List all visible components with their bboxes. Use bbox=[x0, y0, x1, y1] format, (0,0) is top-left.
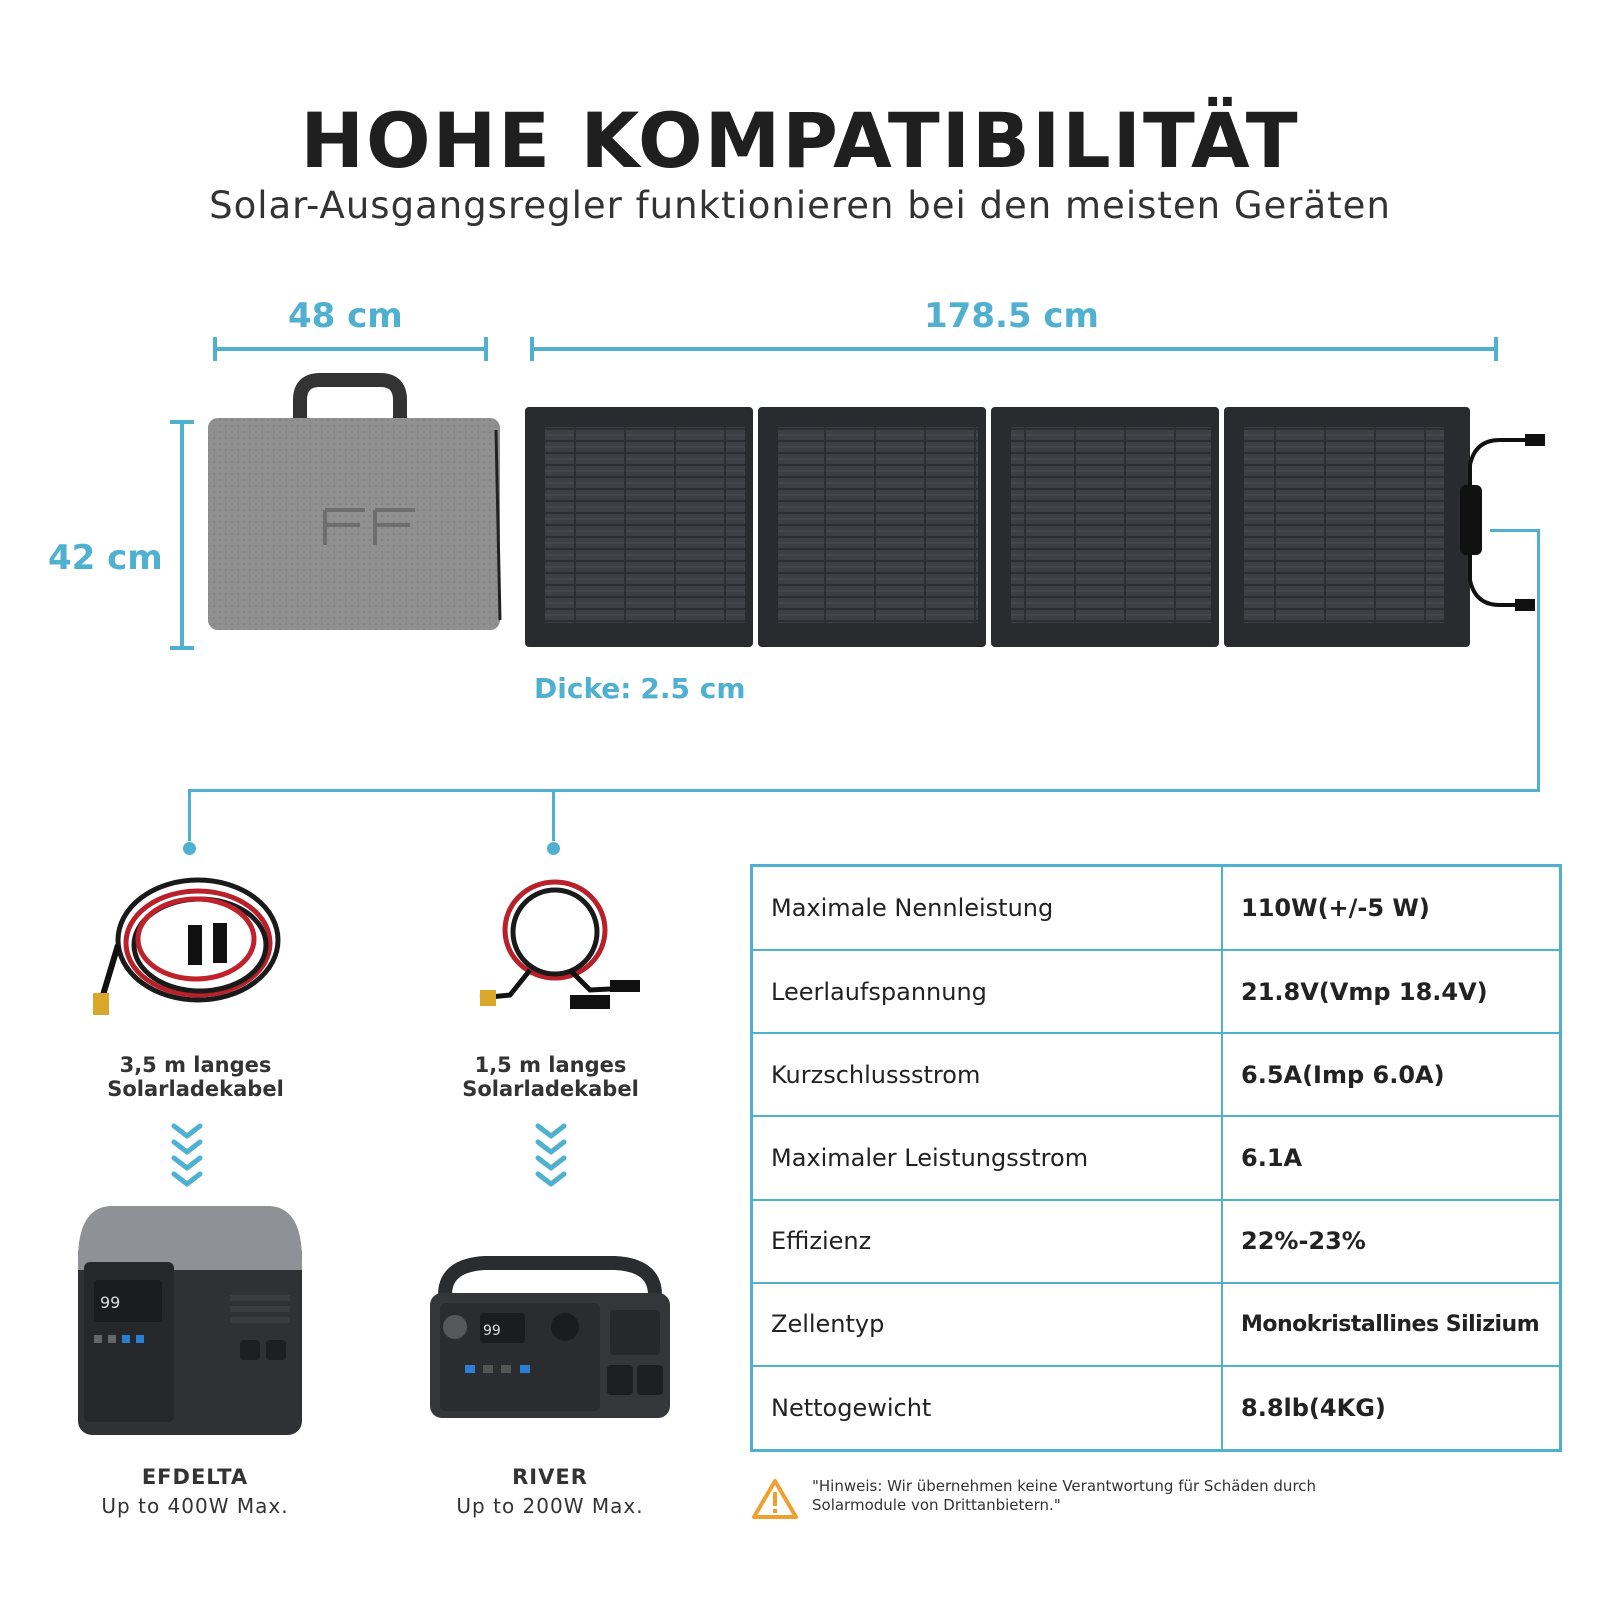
spec-key: Effizienz bbox=[752, 1200, 1223, 1283]
spec-key: Maximaler Leistungsstrom bbox=[752, 1116, 1223, 1199]
river-image bbox=[425, 1255, 675, 1430]
efdelta-subtitle: Up to 400W Max. bbox=[101, 1494, 289, 1518]
spec-key: Nettogewicht bbox=[752, 1366, 1223, 1451]
panel-width-tick-left bbox=[530, 337, 534, 361]
connector-line-h2 bbox=[188, 789, 1540, 792]
disclaimer-note: "Hinweis: Wir übernehmen keine Verantwortung für Schäden durch Solarmodule von Drittanbietern." bbox=[812, 1477, 1317, 1514]
svg-text:99: 99 bbox=[483, 1323, 501, 1339]
river-name: RIVER bbox=[512, 1465, 588, 1489]
connector-dot-2 bbox=[547, 842, 560, 855]
connector-line-v3 bbox=[552, 789, 555, 841]
connector-line-h1 bbox=[1490, 529, 1540, 532]
table-row bbox=[752, 1200, 1561, 1283]
warning-icon bbox=[752, 1478, 798, 1520]
bag-width-line bbox=[213, 347, 488, 351]
table-row bbox=[752, 1033, 1561, 1116]
bag-width-tick-left bbox=[213, 337, 217, 361]
solar-panel-image bbox=[525, 405, 1545, 650]
cable-long-label: 3,5 m langes Solarladekabel bbox=[107, 1053, 284, 1101]
chevron-down-icon bbox=[534, 1120, 568, 1194]
bag-height-tick-top bbox=[170, 420, 194, 424]
spec-key: Maximale Nennleistung bbox=[752, 866, 1223, 951]
spec-value: 6.1A bbox=[1222, 1116, 1561, 1199]
thickness-label bbox=[534, 672, 746, 705]
table-row bbox=[752, 1116, 1561, 1199]
connector-line-v2 bbox=[188, 789, 191, 841]
cable-long-image bbox=[88, 865, 288, 1025]
river-subtitle: Up to 200W Max. bbox=[456, 1494, 644, 1518]
page-title: HOHE KOMPATIBILITÄT bbox=[300, 96, 1300, 185]
table-row bbox=[752, 866, 1561, 951]
spec-key: Kurzschlussstrom bbox=[752, 1033, 1223, 1116]
efdelta-image bbox=[70, 1200, 310, 1445]
thickness-prefix: Dicke: bbox=[534, 672, 632, 705]
bag-height-line bbox=[180, 420, 184, 650]
table-row bbox=[752, 950, 1561, 1033]
panel-width-tick-right bbox=[1494, 337, 1498, 361]
spec-value: 6.5A(Imp 6.0A) bbox=[1222, 1033, 1561, 1116]
panel-width-label: 178.5 cm bbox=[924, 296, 1099, 336]
spec-value: 8.8lb(4KG) bbox=[1222, 1366, 1561, 1451]
connector-dot-1 bbox=[183, 842, 196, 855]
bag-height-tick-bottom bbox=[170, 646, 194, 650]
spec-value: Monokristallines Silizium bbox=[1222, 1283, 1561, 1366]
efdelta-name: EFDELTA bbox=[141, 1465, 249, 1489]
cable-short-label: 1,5 m langes Solarladekabel bbox=[462, 1053, 639, 1101]
connector-line-v1 bbox=[1537, 529, 1540, 791]
page-subtitle: Solar-Ausgangsregler funktionieren bei den meisten Geräten bbox=[209, 184, 1391, 227]
spec-value: 22%-23% bbox=[1222, 1200, 1561, 1283]
spec-value: 110W(+/-5 W) bbox=[1222, 866, 1561, 951]
panel-width-line bbox=[530, 347, 1498, 351]
spec-key: Zellentyp bbox=[752, 1283, 1223, 1366]
table-row bbox=[752, 1366, 1561, 1451]
spec-value: 21.8V(Vmp 18.4V) bbox=[1222, 950, 1561, 1033]
svg-text:99: 99 bbox=[100, 1293, 121, 1312]
chevron-down-icon bbox=[170, 1120, 204, 1194]
bag-height-label: 42 cm bbox=[48, 538, 163, 578]
bag-width-label: 48 cm bbox=[288, 296, 403, 336]
carry-bag-image bbox=[200, 370, 510, 650]
cable-short-image bbox=[470, 870, 650, 1035]
thickness-value: 2.5 cm bbox=[640, 672, 746, 705]
table-row bbox=[752, 1283, 1561, 1366]
spec-key: Leerlaufspannung bbox=[752, 950, 1223, 1033]
bag-width-tick-right bbox=[484, 337, 488, 361]
spec-table bbox=[750, 864, 1562, 1452]
